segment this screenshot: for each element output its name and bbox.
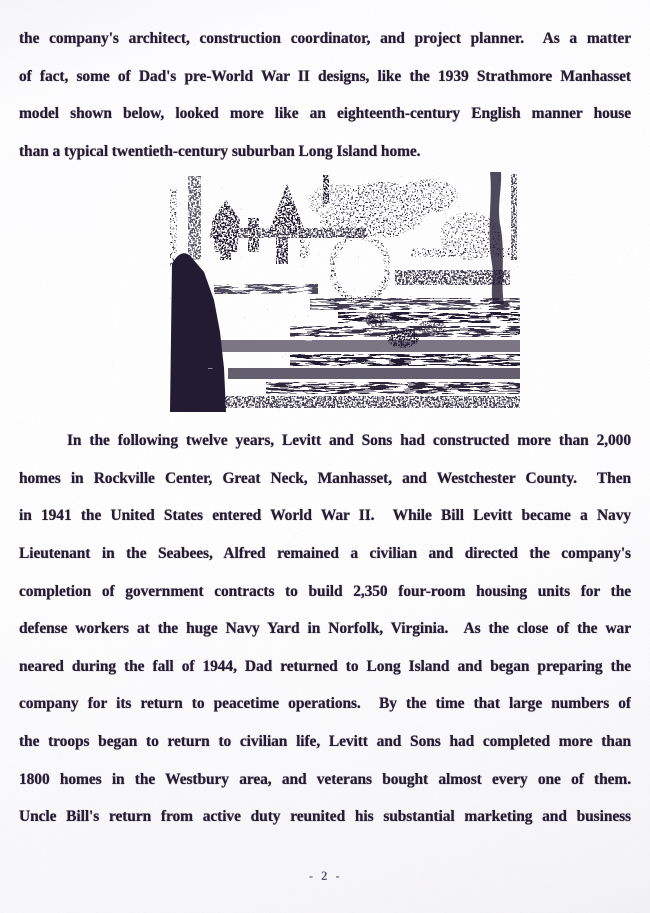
- p2-line-7: neared during the fall of 1944, Dad returned to Long Island and began preparing the: [19, 657, 631, 675]
- p1-line-3: model shown below, looked more like an eighteenth-century English manner house: [19, 105, 631, 123]
- p2-line-9: the troops began to return to civilian life, Levitt and Sons had completed more than: [19, 733, 631, 751]
- p2-line-10: 1800 homes in the Westbury area, and veterans bought almost every one of them.: [19, 770, 631, 788]
- p2-line-8: company for its return to peacetime operations. By the time that large numbers of: [19, 695, 631, 713]
- page-number: - 2 -: [308, 869, 342, 883]
- paragraph-1: [19, 20, 631, 171]
- p2-line-2: homes in Rockville Center, Great Neck, Manhasset, and Westchester County. Then: [19, 469, 631, 487]
- p2-line-6: defense workers at the huge Navy Yard in Norfolk, Virginia. As the close of the war: [19, 620, 631, 638]
- house-photo: [170, 172, 520, 412]
- p2-line-5: completion of government contracts to build 2,350 four-room housing units for the: [19, 582, 631, 600]
- p2-line-4: Lieutenant in the Seabees, Alfred remained a civilian and directed the company's: [19, 544, 631, 562]
- house-photo-halftone-icon: [170, 172, 520, 412]
- p2-line-1: In the following twelve years, Levitt and Sons had constructed more than 2,000: [67, 432, 631, 449]
- paragraph-2: [19, 422, 631, 836]
- p2-line-11: Uncle Bill's return from active duty reunited his substantial marketing and business: [19, 808, 631, 826]
- p1-line-2: of fact, some of Dad's pre-World War II designs, like the 1939 Strathmore Manhasset: [19, 67, 631, 85]
- p1-line-4: than a typical twentieth-century suburban Long Island home.: [19, 142, 421, 160]
- p2-line-3: in 1941 the United States entered World War II. While Bill Levitt became a Navy: [19, 507, 631, 525]
- p1-line-1: the company's architect, construction coordinator, and project planner. As a matter: [19, 30, 631, 47]
